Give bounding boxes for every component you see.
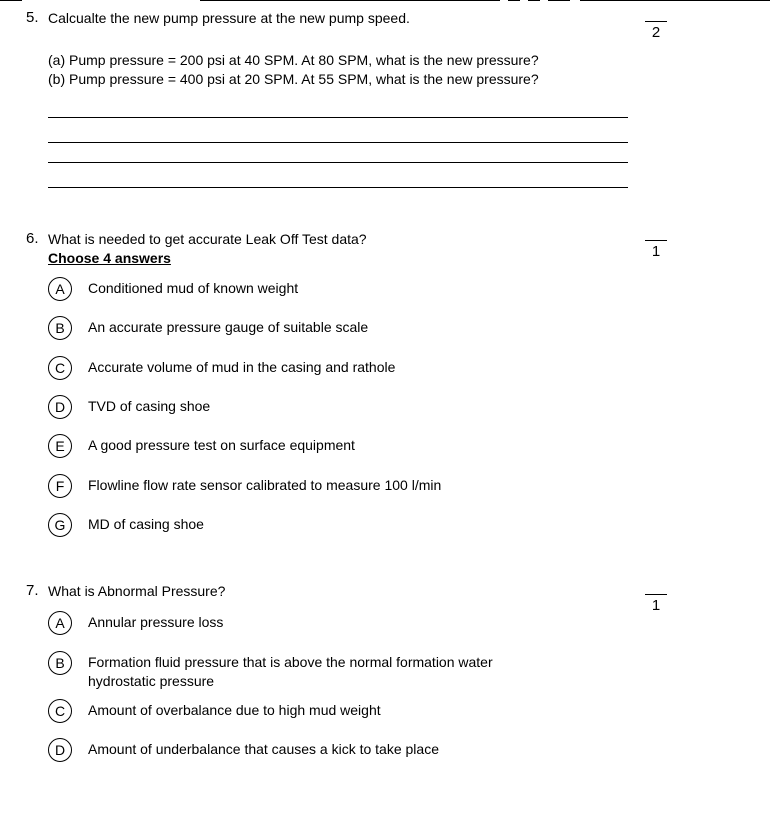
top-rule: [0, 0, 770, 2]
question-5-marks: 2: [645, 21, 667, 41]
option-A[interactable]: [48, 277, 548, 301]
option-text: Accurate volume of mud in the casing and rathole: [88, 359, 396, 375]
answer-line[interactable]: [48, 162, 628, 163]
option-C[interactable]: [48, 699, 548, 723]
question-6-number: 6.: [26, 230, 39, 247]
question-6-instruction: Choose 4 answers: [48, 250, 171, 266]
option-B[interactable]: [48, 316, 548, 340]
option-text: Formation fluid pressure that is above the normal formation water hydrostatic pressure: [88, 654, 493, 689]
option-letter-circle[interactable]: E: [48, 434, 72, 458]
option-text: An accurate pressure gauge of suitable scale: [88, 319, 369, 335]
question-6-text: What is needed to get accurate Leak Off Test data?: [48, 231, 367, 247]
option-G[interactable]: [48, 513, 548, 537]
option-D[interactable]: [48, 738, 548, 762]
option-letter-circle[interactable]: B: [48, 316, 72, 340]
option-B[interactable]: [48, 651, 548, 691]
option-text: Conditioned mud of known weight: [88, 280, 299, 296]
option-A[interactable]: [48, 611, 548, 635]
question-7-number: 7.: [26, 582, 39, 599]
question-5-text: Calcualte the new pump pressure at the new pump speed.: [48, 10, 410, 26]
question-7-text: What is Abnormal Pressure?: [48, 583, 226, 599]
option-text: Annular pressure loss: [88, 614, 224, 630]
option-C[interactable]: [48, 356, 548, 380]
answer-line[interactable]: [48, 187, 628, 188]
question-7-marks: 1: [645, 594, 667, 614]
option-E[interactable]: [48, 434, 548, 458]
option-letter-circle[interactable]: D: [48, 738, 72, 762]
question-6-marks: 1: [645, 240, 667, 260]
answer-line[interactable]: [48, 142, 628, 143]
option-letter-circle[interactable]: A: [48, 277, 72, 301]
option-letter-circle[interactable]: C: [48, 699, 72, 723]
option-letter-circle[interactable]: G: [48, 513, 72, 537]
option-text: MD of casing shoe: [88, 516, 204, 532]
option-letter-circle[interactable]: C: [48, 356, 72, 380]
option-text: A good pressure test on surface equipment: [88, 437, 355, 453]
option-text: TVD of casing shoe: [88, 398, 211, 414]
option-D[interactable]: [48, 395, 548, 419]
option-F[interactable]: [48, 474, 548, 498]
option-letter-circle[interactable]: D: [48, 395, 72, 419]
option-letter-circle[interactable]: A: [48, 611, 72, 635]
option-letter-circle[interactable]: B: [48, 651, 72, 675]
option-text: Amount of underbalance that causes a kick to take place: [88, 741, 439, 757]
option-text: Amount of overbalance due to high mud weight: [88, 702, 381, 718]
question-5-part-b: (b) Pump pressure = 400 psi at 20 SPM. At 55 SPM, what is the new pressure?: [48, 71, 539, 87]
option-text: Flowline flow rate sensor calibrated to measure 100 l/min: [88, 477, 442, 493]
answer-line[interactable]: [48, 117, 628, 118]
question-5-number: 5.: [26, 9, 39, 26]
option-letter-circle[interactable]: F: [48, 474, 72, 498]
question-5-part-a: (a) Pump pressure = 200 psi at 40 SPM. At 80 SPM, what is the new pressure?: [48, 52, 539, 68]
